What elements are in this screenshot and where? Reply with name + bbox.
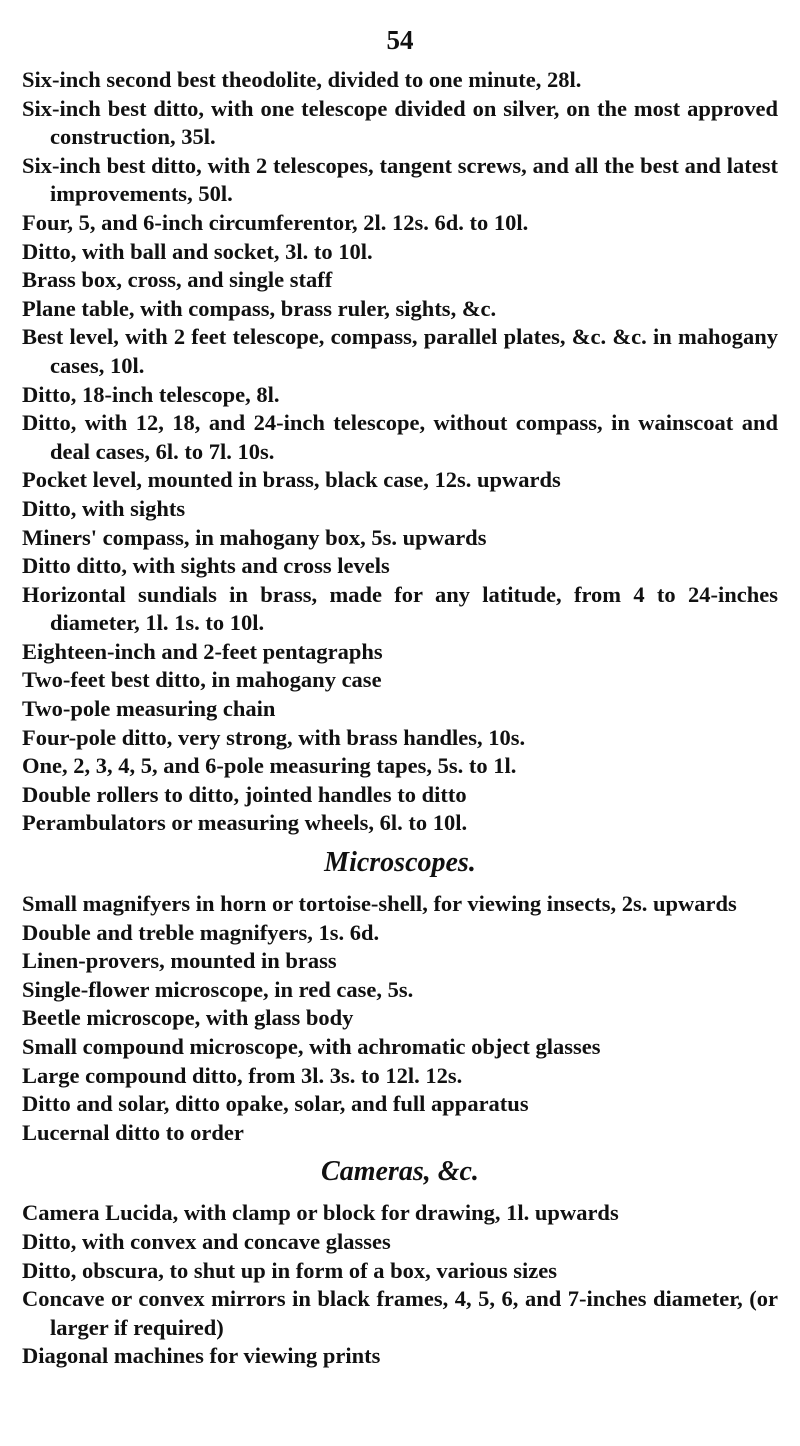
catalogue-entry: Ditto, with sights	[22, 495, 186, 521]
catalogue-entry: Lucernal ditto to order	[22, 1119, 244, 1145]
catalogue-entry: Ditto, 18-inch telescope, 8l.	[22, 381, 280, 407]
catalogue-entry: Ditto and solar, ditto opake, solar, and full apparatus	[22, 1091, 529, 1117]
catalogue-entry: Ditto ditto, with sights and cross levels	[22, 553, 390, 579]
catalogue-entry: Diagonal machines for viewing prints	[22, 1343, 381, 1369]
catalogue-entry: Four-pole ditto, very strong, with brass handles, 10s.	[22, 724, 526, 750]
catalogue-entry: Miners' compass, in mahogany box, 5s. upwards	[22, 524, 487, 550]
catalogue-entry: Camera Lucida, with clamp or block for drawing, 1l. upwards	[22, 1200, 619, 1226]
catalogue-section	[22, 66, 778, 838]
catalogue-entry: Two-feet best ditto, in mahogany case	[22, 667, 382, 693]
catalogue-entry: Small magnifyers in horn or tortoise-shell, for viewing insects, 2s. upwards	[22, 891, 737, 917]
catalogue-entry: Ditto, with convex and concave glasses	[22, 1228, 391, 1254]
section-heading: Microscopes.	[324, 847, 476, 879]
catalogue-entry: Double rollers to ditto, jointed handles to ditto	[22, 781, 467, 807]
catalogue-section	[22, 1157, 778, 1371]
catalogue-entry: Beetle microscope, with glass body	[22, 1005, 354, 1031]
catalogue-entry: Best level, with 2 feet telescope, compass, parallel plates, &c. &c. in mahogany cases, 10l.	[22, 324, 778, 378]
catalogue-entry: Large compound ditto, from 3l. 3s. to 12l. 12s.	[22, 1062, 463, 1088]
catalogue-entry: Linen-provers, mounted in brass	[22, 948, 337, 974]
catalogue-entry: Brass box, cross, and single staff	[22, 267, 333, 293]
catalogue-entry: Concave or convex mirrors in black frames, 4, 5, 6, and 7-inches diameter, (or larger if required)	[22, 1286, 778, 1340]
catalogue-entry: Eighteen-inch and 2-feet pentagraphs	[22, 638, 383, 664]
catalogue-entry: Pocket level, mounted in brass, black case, 12s. upwards	[22, 467, 561, 493]
catalogue-sections	[22, 66, 778, 1371]
catalogue-entry: Horizontal sundials in brass, made for any latitude, from 4 to 24-inches diameter, 1l. 1s. to 10l.	[22, 581, 778, 636]
catalogue-entry: Ditto, with 12, 18, and 24-inch telescope, without compass, in wainscoat and deal cases, 6l. to 7l. 10s.	[22, 410, 778, 464]
catalogue-entry: Four, 5, and 6-inch circumferentor, 2l. 12s. 6d. to 10l.	[22, 209, 529, 235]
catalogue-entry: Small compound microscope, with achromatic object glasses	[22, 1034, 601, 1059]
catalogue-entry: Six-inch best ditto, with one telescope divided on silver, on the most approved construction, 35l.	[22, 95, 778, 150]
catalogue-entry: One, 2, 3, 4, 5, and 6-pole measuring tapes, 5s. to 1l.	[22, 753, 517, 779]
catalogue-entry: Double and treble magnifyers, 1s. 6d.	[22, 919, 380, 945]
catalogue-section	[22, 848, 778, 1147]
section-heading: Cameras, &c.	[321, 1156, 479, 1188]
catalogue-entry: Ditto, obscura, to shut up in form of a box, various sizes	[22, 1257, 558, 1283]
catalogue-entry: Ditto, with ball and socket, 3l. to 10l.	[22, 238, 373, 264]
page-number: 54	[386, 25, 414, 55]
catalogue-entry: Single-flower microscope, in red case, 5s.	[22, 976, 414, 1002]
catalogue-entry: Plane table, with compass, brass ruler, sights, &c.	[22, 295, 497, 321]
catalogue-entry: Six-inch best ditto, with 2 telescopes, tangent screws, and all the best and latest improvements, 50l.	[22, 152, 778, 207]
catalogue-entry: Perambulators or measuring wheels, 6l. to 10l.	[22, 810, 468, 836]
catalogue-entry: Six-inch second best theodolite, divided to one minute, 28l.	[22, 67, 582, 92]
catalogue-entry: Two-pole measuring chain	[22, 696, 276, 722]
